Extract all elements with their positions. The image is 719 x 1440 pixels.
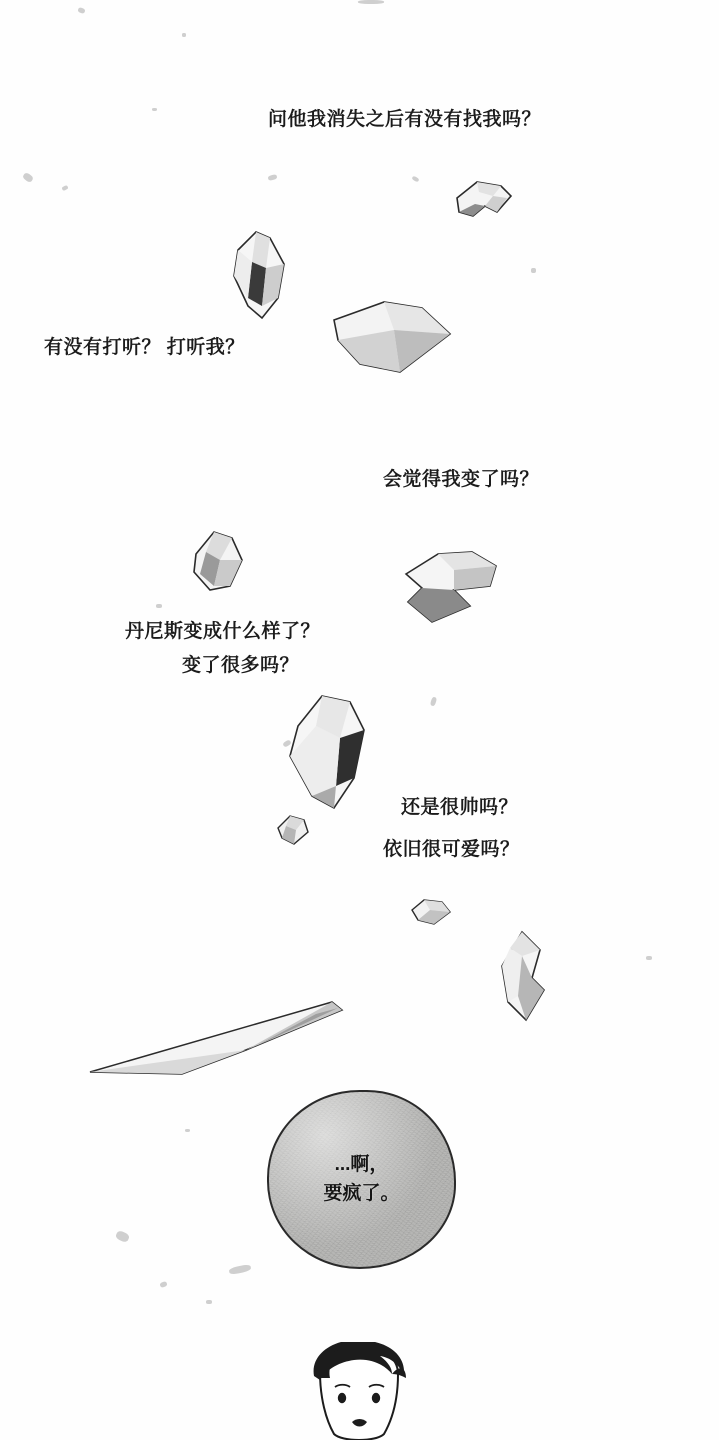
speck (282, 739, 291, 747)
bubble-line-1: ...啊， (334, 1154, 389, 1175)
speck (411, 176, 419, 183)
speck (206, 1300, 212, 1304)
speck (646, 956, 652, 960)
glass-shard (272, 812, 314, 848)
glass-shard (186, 526, 252, 598)
thought-bubble (267, 1090, 456, 1269)
glass-shard (492, 926, 552, 1026)
dialogue-line-5a: 还是很帅吗？ (401, 797, 519, 818)
glass-shard (445, 178, 515, 226)
dialogue-line-3: 会觉得我变了吗？ (383, 469, 540, 490)
dialogue-line-4a: 丹尼斯变成什么样了？ (125, 621, 321, 642)
bubble-line-2: 要疯了。 (323, 1182, 400, 1204)
speck (268, 256, 277, 264)
speck (152, 108, 157, 111)
speck (61, 185, 68, 191)
speck (77, 7, 85, 14)
glass-shard (222, 228, 300, 326)
speck (185, 1129, 190, 1132)
glass-shard (330, 294, 456, 380)
speck (115, 1230, 131, 1244)
dialogue-line-5b: 依旧很可爱吗？ (383, 839, 520, 860)
speck (182, 33, 186, 37)
speck (156, 604, 162, 608)
character-head (296, 1342, 422, 1440)
speck (430, 696, 438, 706)
speck (531, 268, 536, 273)
glass-shard (408, 896, 454, 928)
speck (268, 174, 278, 181)
glass-shard (392, 544, 504, 632)
speck (358, 0, 384, 4)
speck (229, 1264, 252, 1275)
dialogue-line-2: 有没有打听？ 打听我？ (44, 337, 245, 358)
dialogue-line-4b: 变了很多吗？ (182, 655, 300, 676)
glass-shard (278, 686, 380, 816)
dialogue-line-1: 问他我消失之后有没有找我吗？ (268, 109, 542, 130)
speck (159, 1281, 167, 1288)
glass-shard (86, 996, 346, 1080)
speck (22, 172, 34, 183)
